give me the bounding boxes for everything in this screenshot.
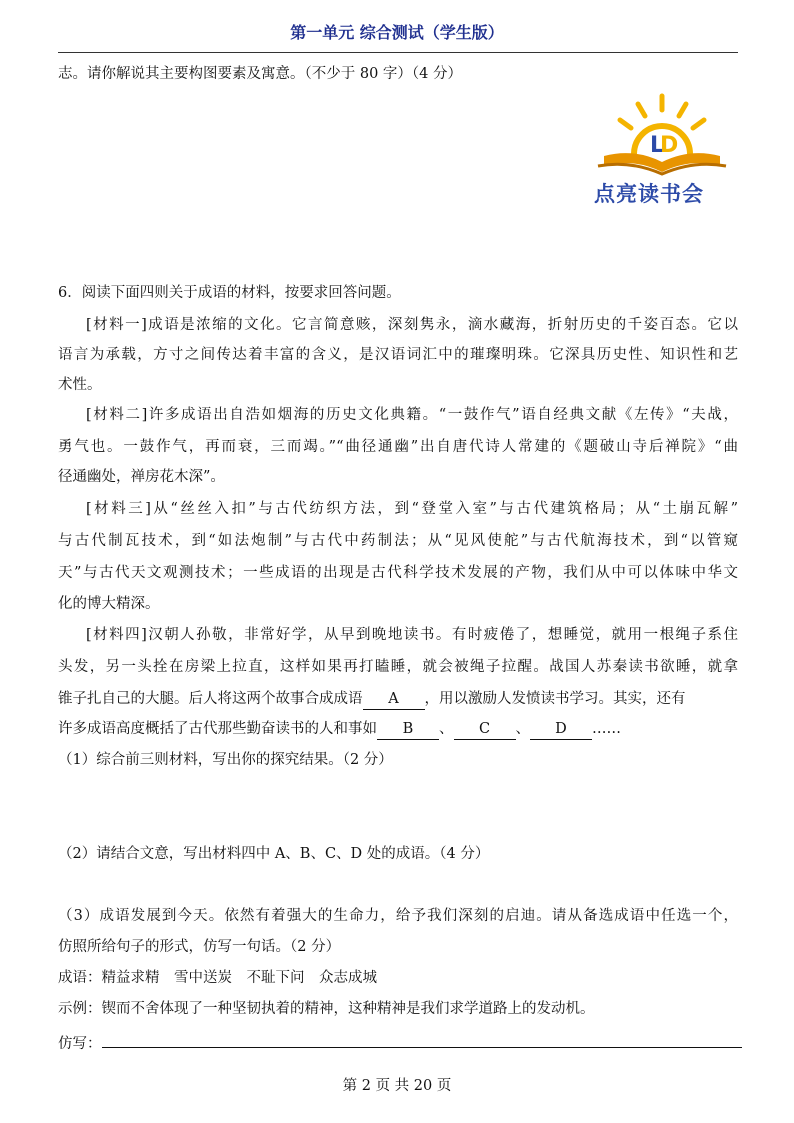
- example-sentence: 示例：锲而不舍体现了一种坚韧执着的精神，这种精神是我们求学道路上的发动机。: [58, 1001, 595, 1017]
- material-1-line: 术性。: [58, 377, 102, 393]
- header-divider: [58, 52, 738, 53]
- page-footer: 第 2 页 共 20 页: [342, 1078, 452, 1094]
- logo-text: 点亮读书会: [594, 182, 704, 206]
- material-2-line: [材料二]许多成语出自浩如烟海的历史文化典籍。“一鼓作气”语自经典文献《左传》“夫战，: [86, 407, 738, 423]
- material-4-line-with-blank-a: 锥子扎自己的大腿。后人将这两个故事合成成语 A ，用以激励人发愤读书学习。其实，还有: [58, 689, 738, 710]
- continued-question-line: 志。请你解说其主要构图要素及寓意。（不少于 80 字）（4 分）: [58, 66, 463, 82]
- logo: [590, 92, 740, 204]
- material-4-line: [材料四]汉朝人孙敬，非常好学，从早到晚地读书。有时疲倦了，想睡觉，就用一根绳子系住: [86, 627, 738, 643]
- blank-d: D: [530, 719, 592, 740]
- sub-question-2: （2）请结合文意，写出材料四中 A、B、C、D 处的成语。（4 分）: [58, 846, 490, 862]
- material-1-line: 语言为承载，方寸之间传达着丰富的含义，是汉语词汇中的璀璨明珠。它深具历史性、知识性和艺: [58, 347, 738, 363]
- material-4-line-with-blanks: 许多成语高度概括了古代那些勤奋读书的人和事如 B 、 C 、 D ……: [58, 719, 738, 740]
- question-6-title: 6．阅读下面四则关于成语的材料，按要求回答问题。: [58, 285, 401, 301]
- idiom-options: 成语：精益求精 雪中送炭 不耻下问 众志成城: [58, 970, 377, 986]
- material-3-line: 化的博大精深。: [58, 596, 160, 612]
- material-2-line: 径通幽处，禅房花木深”。: [58, 469, 225, 485]
- blank-b: B: [377, 719, 439, 740]
- imitate-answer-line: 仿写：: [58, 1031, 738, 1054]
- material-3-line: 与古代制瓦技术，到“如法炮制”与古代中药制法；从“见风使舵”与古代航海技术，到“以管窥: [58, 533, 738, 549]
- material-2-line: 勇气也。一鼓作气，再而衰，三而竭。”“曲径通幽”出自唐代诗人常建的《题破山寺后禅院》“曲: [58, 439, 738, 455]
- svg-text:D: D: [660, 133, 679, 158]
- page-header-title: 第一单元 综合测试（学生版）: [290, 23, 504, 42]
- material-3-line: 天”与古代天文观测技术；一些成语的出现是古代科学技术发展的产物，我们从中可以体味中华文: [58, 565, 738, 581]
- sub-question-3-line-1: （3）成语发展到今天。依然有着强大的生命力，给予我们深刻的启迪。请从备选成语中任选一个，: [58, 908, 738, 924]
- sub-question-3-line-2: 仿照所给句子的形式，仿写一句话。（2 分）: [58, 939, 341, 955]
- blank-c: C: [454, 719, 516, 740]
- material-4-line: 头发，另一头拴在房梁上拉直，这样如果再打瞌睡，就会被绳子拉醒。战国人苏秦读书欲睡，就拿: [58, 659, 738, 675]
- material-3-line: [材料三]从“丝丝入扣”与古代纺织方法，到“登堂入室”与古代建筑格局；从“土崩瓦解”: [86, 501, 738, 517]
- blank-a: A: [363, 689, 425, 710]
- sub-question-1: （1）综合前三则材料，写出你的探究结果。（2 分）: [58, 752, 393, 768]
- material-1-line: [材料一]成语是浓缩的文化。它言简意赅，深刻隽永，滴水藏海，折射历史的千姿百态。它以: [86, 317, 738, 333]
- answer-underline[interactable]: [102, 1031, 742, 1048]
- svg-text:L: L: [650, 133, 665, 158]
